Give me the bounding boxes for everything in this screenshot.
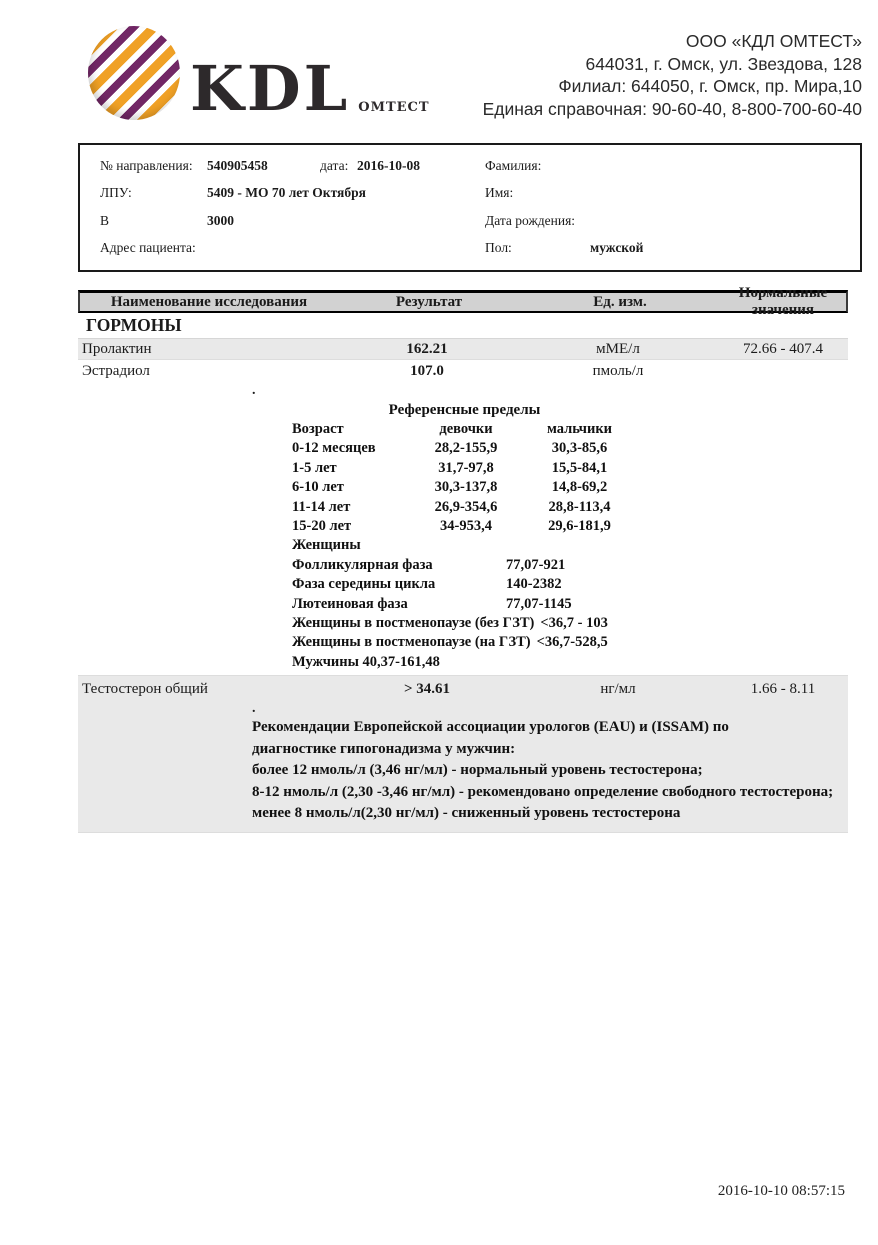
- v-label: В: [100, 212, 110, 228]
- column-header-norm: Нормальные значения: [738, 285, 828, 318]
- name-label: Имя:: [485, 185, 514, 201]
- reference-column-headers: [292, 420, 637, 439]
- table-row-estradiol: [78, 360, 848, 382]
- reference-age-row: [292, 459, 637, 478]
- sex-row: [485, 235, 643, 263]
- results-table: [78, 285, 848, 833]
- company-address: 644031, г. Омск, ул. Звездова, 128: [585, 53, 862, 74]
- company-phone-line: Единая справочная: 90-60-40, 8-800-700-60-40: [482, 98, 862, 119]
- report-header: [88, 24, 862, 125]
- surname-label: Фамилия:: [485, 157, 542, 173]
- women-section-header: Женщины: [292, 537, 361, 554]
- lpu-value: 5409 - МО 70 лет Октября: [207, 185, 366, 201]
- sex-label: Пол:: [485, 240, 512, 256]
- ref-phase-label: Фолликулярная фаза: [292, 556, 433, 573]
- testosterone-block: [78, 675, 848, 833]
- ref-girls-value: 31,7-97,8: [438, 459, 494, 476]
- ref-girls-value: 28,2-155,9: [434, 440, 498, 457]
- patient-box-right-column: [485, 152, 643, 262]
- ref-phase-value: 77,07-1145: [506, 595, 572, 612]
- ref-phase-value: <36,7-528,5: [536, 634, 608, 651]
- column-header-name: Наименование исследования: [110, 293, 308, 310]
- kdl-logo-text: KDL: [190, 52, 351, 125]
- test-result: > 34.61: [403, 680, 451, 697]
- reference-age-row: [292, 439, 637, 458]
- comment-dot: .: [252, 383, 256, 398]
- test-result: 162.21: [406, 340, 448, 357]
- ref-phase-value: 77,07-921: [506, 556, 566, 573]
- ref-phase-label: Лютеиновая фаза: [292, 595, 408, 612]
- test-norm: 72.66 - 407.4: [743, 340, 823, 357]
- ref-boys-value: 28,8-113,4: [548, 498, 611, 515]
- ref-age: 11-14 лет: [292, 498, 351, 515]
- v-row: [100, 207, 420, 235]
- column-header-unit: Ед. изм.: [593, 293, 647, 310]
- recommendation-line: менее 8 нмоль/л(2,30 нг/мл) - сниженный уровень тестостерона: [252, 804, 681, 821]
- ref-age: 0-12 месяцев: [292, 440, 376, 457]
- reference-age-row: [292, 517, 637, 536]
- test-name: Эстрадиол: [82, 362, 150, 379]
- ref-boys-value: 29,6-181,9: [548, 518, 611, 535]
- test-unit: нг/мл: [600, 680, 636, 697]
- print-timestamp: 2016-10-10 08:57:15: [717, 1183, 845, 1199]
- v-value: 3000: [207, 212, 234, 228]
- comment-dot: .: [252, 701, 256, 717]
- ref-phase-label: Женщины в постменопаузе (на ГЗТ): [292, 634, 531, 651]
- women-reference-row: [292, 614, 637, 633]
- referral-row: [100, 152, 420, 180]
- ref-boys-value: 15,5-84,1: [551, 459, 608, 476]
- birthdate-label: Дата рождения:: [485, 212, 576, 228]
- recommendation-line: Рекомендации Европейской ассоциации урологов (EAU) и (ISSAM) по: [252, 719, 729, 736]
- kdl-logo-text-group: [190, 52, 430, 125]
- lpu-label: ЛПУ:: [100, 185, 132, 201]
- ref-col-boys: мальчики: [546, 421, 613, 437]
- date-label: дата:: [320, 157, 349, 173]
- table-row-testosterone: [78, 678, 848, 700]
- recommendations-block: [252, 717, 848, 824]
- reference-age-row: [292, 478, 637, 497]
- ref-boys-value: 30,3-85,6: [551, 440, 608, 457]
- ref-phase-value: 140-2382: [506, 576, 562, 593]
- ref-girls-value: 26,9-354,6: [434, 498, 498, 515]
- ref-col-age: Возраст: [292, 421, 344, 437]
- test-unit: мМЕ/л: [596, 340, 640, 357]
- ref-age: 15-20 лет: [292, 518, 352, 535]
- company-info: [483, 24, 862, 120]
- table-row-prolactin: [78, 338, 848, 360]
- reference-age-row: [292, 498, 637, 517]
- estradiol-reference-block: [292, 399, 637, 672]
- column-header-result: Результат: [395, 293, 463, 310]
- name-row: [485, 180, 643, 208]
- women-reference-row: [292, 575, 637, 594]
- referral-number-label: № направления:: [100, 157, 193, 173]
- sex-value: мужской: [590, 240, 644, 256]
- recommendation-line: диагностике гипогонадизма у мужчин:: [252, 740, 516, 757]
- ref-phase-label: Фаза середины цикла: [292, 576, 436, 593]
- women-reference-row: [292, 633, 637, 652]
- patient-address-label: Адрес пациента:: [100, 240, 196, 256]
- referral-number-value: 540905458: [207, 157, 268, 173]
- recommendation-line: более 12 нмоль/л (3,46 нг/мл) - нормальный уровень тестостерона;: [252, 762, 703, 779]
- birthdate-row: [485, 207, 643, 235]
- lpu-row: [100, 180, 420, 208]
- recommendation-line: 8-12 нмоль/л (2,30 -3,46 нг/мл) - рекомендовано определение свободного тестостерона;: [252, 783, 834, 800]
- ref-girls-value: 34-953,4: [440, 518, 492, 535]
- test-unit: пмоль/л: [592, 362, 644, 379]
- test-result: 107.0: [410, 362, 444, 379]
- women-reference-row: [292, 595, 637, 614]
- surname-row: [485, 152, 643, 180]
- ref-age: 1-5 лет: [292, 459, 337, 476]
- kdl-logo-subtext: ОМТЕСТ: [358, 100, 430, 115]
- reference-title: Референсные пределы: [388, 402, 541, 418]
- kdl-sphere-logo-icon: [88, 26, 180, 120]
- company-branch-address: Филиал: 644050, г. Омск, пр. Мира,10: [558, 76, 862, 96]
- test-name: Тестостерон общий: [82, 680, 208, 697]
- kdl-logo: [88, 24, 430, 125]
- ref-girls-value: 30,3-137,8: [434, 479, 498, 496]
- women-reference-row: [292, 556, 637, 575]
- ref-age: 6-10 лет: [292, 479, 344, 496]
- test-name: Пролактин: [82, 340, 152, 357]
- company-name: ООО «КДЛ ОМТЕСТ»: [685, 31, 862, 51]
- ref-phase-label: Женщины в постменопаузе (без ГЗТ): [292, 615, 535, 632]
- test-norm: 1.66 - 8.11: [750, 680, 816, 697]
- date-value: 2016-10-08: [357, 157, 420, 173]
- ref-phase-value: <36,7 - 103: [540, 615, 608, 632]
- patient-address-row: [100, 235, 420, 263]
- patient-info-box: [78, 143, 862, 272]
- ref-boys-value: 14,8-69,2: [551, 479, 608, 496]
- patient-box-left-column: [100, 152, 420, 262]
- ref-col-girls: девочки: [439, 421, 493, 437]
- men-reference-line: Мужчины 40,37-161,48: [292, 653, 440, 670]
- section-title-hormones: ГОРМОНЫ: [86, 315, 182, 335]
- results-table-header: [78, 285, 848, 318]
